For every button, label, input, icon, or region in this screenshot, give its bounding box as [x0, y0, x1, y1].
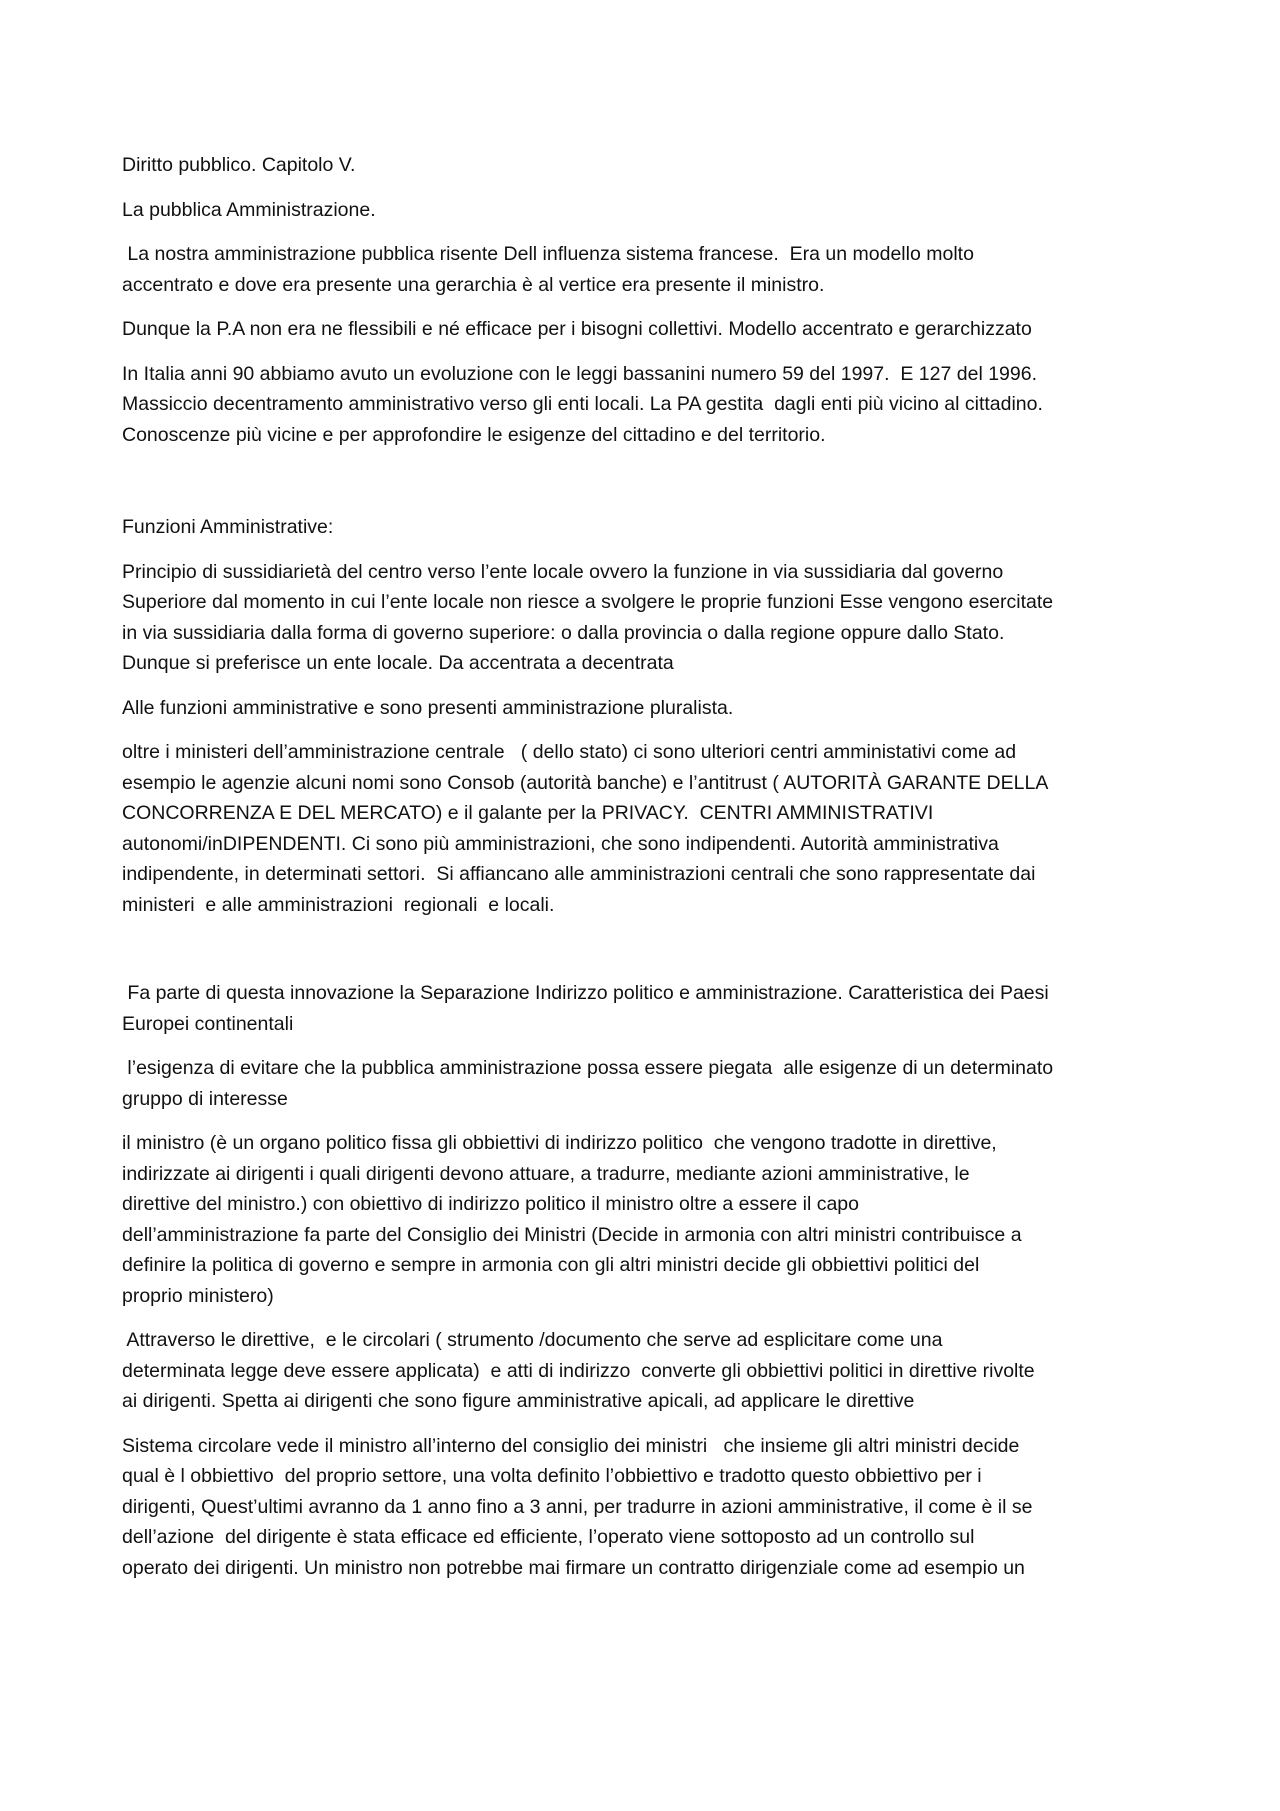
paragraph-line: dell’amministrazione fa parte del Consiglio dei Ministri (Decide in armonia con altri ministri contribuisce a: [122, 1223, 1022, 1246]
paragraph-line: Principio di sussidiarietà del centro verso l’ente locale ovvero la funzione in via sussidiaria dal governo: [122, 560, 1004, 583]
paragraph-p7: [122, 978, 1167, 1039]
paragraph-line: definire la politica di governo e sempre in armonia con gli altri ministri decide gli obbiettivi politici del: [122, 1254, 980, 1276]
paragraph-line: in via sussidiaria dalla forma di governo superiore: o dalla provincia o dalla regione oppure dallo Stato.: [122, 621, 1005, 644]
paragraph-line: il ministro (è un organo politico fissa gli obbiettivi di indirizzo politico che vengono tradotte in direttive,: [122, 1132, 997, 1154]
paragraph-line: gruppo di interesse: [122, 1087, 288, 1110]
paragraph-p10: [122, 1325, 1167, 1417]
paragraph-line: Dunque si preferisce un ente locale. Da accentrata a decentrata: [122, 652, 674, 674]
paragraph-line: dirigenti, Quest’ultimi avranno da 1 anno fino a 3 anni, per tradurre in azioni amministrative, il come è il se: [122, 1495, 1033, 1518]
paragraph-p9: [122, 1128, 1167, 1311]
paragraph-line: proprio ministero): [122, 1284, 274, 1307]
paragraph-line: indipendente, in determinati settori. Si affiancano alle amministrazioni centrali che sono rappresentate dai: [122, 863, 1036, 885]
paragraph-p11: [122, 1431, 1167, 1584]
paragraph-line: direttive del ministro.) con obiettivo di indirizzo politico il ministro oltre a essere il capo: [122, 1193, 859, 1215]
paragraph-line: Dunque la P.A non era ne flessibili e né efficace per i bisogni collettivi. Modello accentrato e gerarchizzato: [122, 318, 1032, 340]
paragraph-line: ai dirigenti. Spetta ai dirigenti che sono figure amministrative apicali, ad applicare le direttive: [122, 1390, 915, 1412]
paragraph-line: esempio le agenzie alcuni nomi sono Consob (autorità banche) e l’antitrust ( AUTORITÀ GARANTE DELLA: [122, 771, 1049, 794]
intro-paragraphs: [122, 239, 1167, 450]
section-paragraphs: [122, 557, 1167, 921]
paragraph-p8: [122, 1053, 1167, 1114]
paragraph-p6: [122, 737, 1167, 920]
document-title: Diritto pubblico. Capitolo V.: [122, 154, 356, 176]
paragraph-line: operato dei dirigenti. Un ministro non potrebbe mai firmare un contratto dirigenziale come ad esempio un: [122, 1556, 1025, 1579]
paragraph-line: determinata legge deve essere applicata) e atti di indirizzo converte gli obbiettivi politici in direttive rivolte: [122, 1359, 1035, 1382]
paragraph-line: Alle funzioni amministrative e sono presenti amministrazione pluralista.: [122, 696, 734, 719]
paragraph-p4: [122, 557, 1167, 679]
paragraph-line: ministeri e alle amministrazioni regionali e locali.: [122, 893, 555, 916]
document-page: [122, 150, 1167, 1597]
paragraph-line: dell’azione del dirigente è stata efficace ed efficiente, l’operato viene sottoposto ad un controllo sul: [122, 1526, 975, 1548]
paragraph-line: Massiccio decentramento amministrativo verso gli enti locali. La PA gestita dagli enti più vicino al cittadino.: [122, 393, 1043, 415]
paragraph-line: accentrato e dove era presente una gerarchia è al vertice era presente il ministro.: [122, 273, 825, 296]
paragraph-line: indirizzate ai dirigenti i quali dirigenti devono attuare, a tradurre, mediante azioni amministrative, le: [122, 1162, 970, 1185]
spacer: [122, 934, 1167, 978]
paragraph-p1: [122, 239, 1167, 300]
section-heading: Funzioni Amministrative:: [122, 516, 334, 538]
paragraph-line: l’esigenza di evitare che la pubblica amministrazione possa essere piegata alle esigenze di un determinato: [122, 1057, 1054, 1079]
paragraph-line: Conoscenze più vicine e per approfondire le esigenze del cittadino e del territorio.: [122, 423, 826, 446]
paragraph-line: Superiore dal momento in cui l’ente locale non riesce a svolgere le proprie funzioni Esse vengono esercitate: [122, 591, 1054, 613]
paragraph-line: CONCORRENZA E DEL MERCATO) e il galante per la PRIVACY. CENTRI AMMINISTRATIVI: [122, 802, 934, 824]
paragraph-p2: [122, 314, 1167, 345]
paragraph-line: Fa parte di questa innovazione la Separazione Indirizzo politico e amministrazione. Caratteristica dei Paesi: [122, 982, 1049, 1004]
paragraph-line: Attraverso le direttive, e le circolari ( strumento /documento che serve ad esplicitare come una: [122, 1329, 943, 1351]
document-subtitle: La pubblica Amministrazione.: [122, 198, 376, 221]
paragraph-line: qual è l obbiettivo del proprio settore, una volta definito l’obbiettivo e tradotto questo obbiettivo per i: [122, 1465, 982, 1487]
paragraph-line: Sistema circolare vede il ministro all’interno del consiglio dei ministri che insieme gli altri ministri decide: [122, 1434, 1020, 1457]
paragraph-line: Europei continentali: [122, 1012, 294, 1035]
paragraph-p3: [122, 359, 1167, 451]
paragraph-line: autonomi/inDIPENDENTI. Ci sono più amministrazioni, che sono indipendenti. Autorità amministrativa: [122, 832, 999, 855]
spacer: [122, 464, 1167, 512]
paragraph-p5: [122, 693, 1167, 724]
final-paragraphs: [122, 978, 1167, 1583]
paragraph-line: oltre i ministeri dell’amministrazione centrale ( dello stato) ci sono ulteriori centri amministativi come ad: [122, 741, 1017, 763]
paragraph-line: La nostra amministrazione pubblica risente Dell influenza sistema francese. Era un modello molto: [122, 243, 974, 265]
paragraph-line: In Italia anni 90 abbiamo avuto un evoluzione con le leggi bassanini numero 59 del 1997. E 127 del 1996.: [122, 362, 1037, 385]
